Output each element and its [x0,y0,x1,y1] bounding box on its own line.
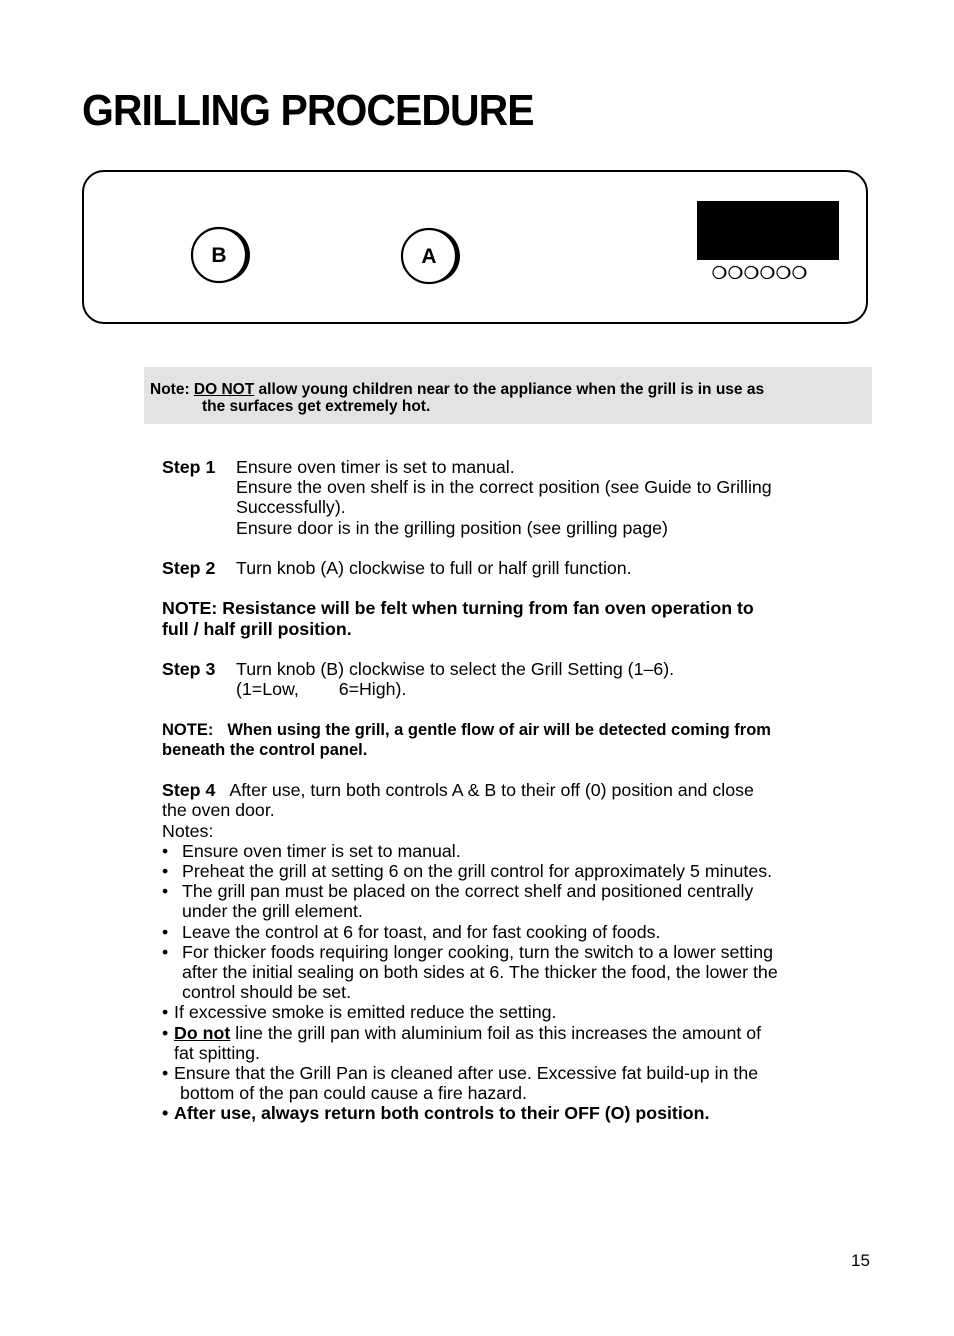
list-item [162,1023,862,1063]
page-title: GRILLING PROCEDURE [82,86,534,135]
notes-heading: Notes: [162,820,214,841]
clean-line1: • Ensure that the Grill Pan is cleaned after use. Excessive fat build-up in the [174,1063,759,1084]
step-1 [162,457,862,538]
indicator-light-icon [728,265,743,280]
step-1-line: Successfully). [236,497,346,518]
indicator-lights [712,265,807,285]
step-1-line: Ensure oven timer is set to manual. [236,457,515,477]
step-2-text: Turn knob (A) clockwise to full or half grill function. [236,558,632,578]
step-4 [162,780,862,820]
list-item: • Leave the control at 6 for toast, and for fast cooking of foods. [162,922,862,942]
air-note-lead: NOTE: [162,720,214,739]
air-note-line2: beneath the control panel. [162,740,368,759]
knob-b-label: B [211,244,227,267]
clean-line2: bottom of the pan could cause a fire hazard. [180,1083,527,1104]
procedure-content [162,457,862,1124]
step-3-range [236,679,862,699]
indicator-light-icon [712,265,727,280]
list-item [162,1103,862,1123]
step-1-line: Ensure door is in the grilling position (see grilling page) [236,517,668,538]
step-3 [162,659,862,699]
indicator-light-icon [760,265,775,280]
page-number: 15 [851,1251,870,1270]
step-4-line2: the oven door. [162,800,275,821]
step-3-text: Turn knob (B) clockwise to select the Grill Setting (1–6). [236,658,675,679]
list-item: • Ensure oven timer is set to manual. [162,841,862,861]
note-line2: the surfaces get extremely hot. [202,398,431,415]
list-item: • The grill pan must be placed on the correct shelf and positioned centrally under the grill element. [162,881,862,921]
resistance-note [162,598,862,638]
knob-b-icon [190,225,252,287]
resistance-note-line: NOTE: Resistance will be felt when turning from fan oven operation to [162,598,754,619]
foil-line2: fat spitting. [174,1042,260,1063]
note-line1: allow young children near to the appliance when the grill is in use as [258,381,765,398]
note-do-not: DO NOT [193,381,255,398]
air-flow-note [162,720,862,760]
knob-b [190,225,252,287]
step-3-high: 6=High). [338,679,407,700]
air-note-line1: When using the grill, a gentle flow of air will be detected coming from [227,720,771,739]
step-3-label: Step 3 [162,658,216,679]
knob-a-label: A [421,245,437,268]
step-2 [162,558,862,578]
step-1-line: Ensure the oven shelf is in the correct position (see Guide to Grilling [236,477,772,498]
step-1-label: Step 1 [162,457,216,477]
safety-note [150,381,862,415]
note-prefix: Note: [150,381,190,398]
step-3-low: (1=Low, [236,679,299,700]
resistance-note-line: full / half grill position. [162,618,352,639]
knob-a [398,225,460,287]
list-item [162,1063,862,1103]
step-4-line1: After use, turn both controls A & B to their off (0) position and close [229,780,754,801]
control-panel-diagram [82,170,868,324]
foil-line1: line the grill pan with aluminium foil as this increases the amount of [235,1022,762,1043]
knob-a-icon [398,225,460,287]
step-4-label: Step 4 [162,780,216,801]
indicator-light-icon [776,265,791,280]
list-item: • For thicker foods requiring longer cooking, turn the switch to a lower setting after the initial sealing on both sides at 6. The thicker the food, the lower the control should be set. [162,942,862,1003]
list-item [162,1002,862,1022]
indicator-light-icon [744,265,759,280]
timer-display [697,201,839,260]
indicator-light-icon [792,265,807,280]
list-item: • Preheat the grill at setting 6 on the grill control for approximately 5 minutes. [162,861,862,881]
foil-do-not: Do not [174,1022,231,1043]
final-note: • After use, always return both controls to their OFF (O) position. [174,1103,710,1124]
smoke-note: • If excessive smoke is emitted reduce the setting. [174,1002,557,1023]
step-2-label: Step 2 [162,558,216,578]
